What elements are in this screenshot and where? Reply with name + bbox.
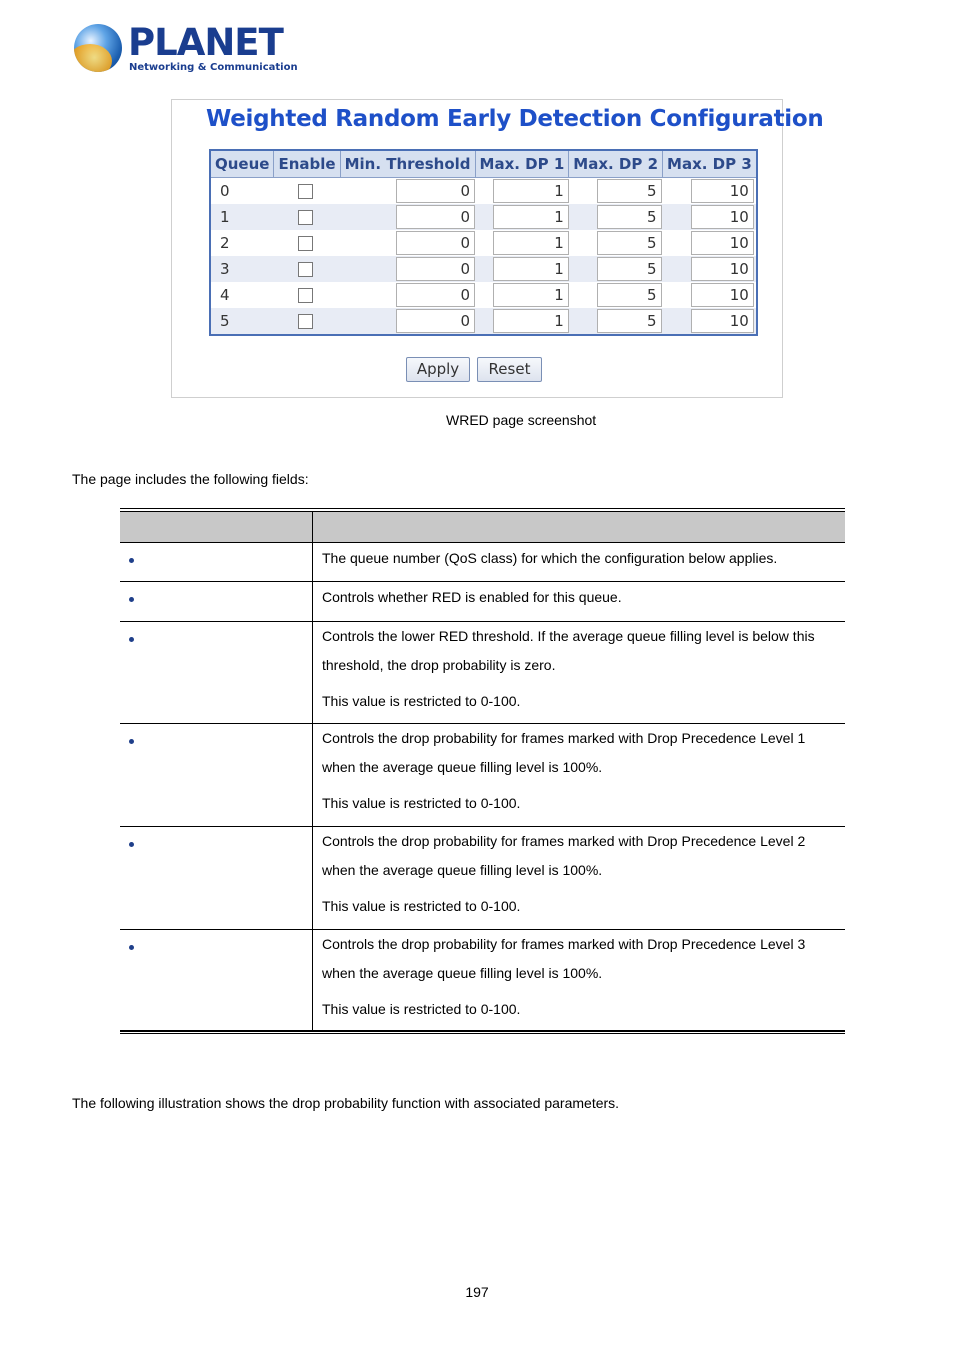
wred-row <box>210 178 757 205</box>
col-header: Queue <box>210 150 274 178</box>
queue-number: 2 <box>220 234 230 252</box>
max-dp1-input[interactable]: 1 <box>493 231 569 255</box>
wred-row <box>210 204 757 230</box>
queue-number: 5 <box>210 308 274 335</box>
page-number: 197 <box>465 1284 489 1300</box>
wred-row <box>210 282 757 308</box>
min-threshold-input[interactable]: 0 <box>396 257 475 281</box>
min-threshold-input[interactable]: 0 <box>396 309 475 333</box>
field-note: This value is restricted to 0-100. <box>322 795 521 811</box>
max-dp1-input[interactable]: 1 <box>493 257 569 281</box>
wred-table <box>209 149 758 336</box>
max-dp2-input[interactable]: 5 <box>597 179 662 203</box>
wred-header-row <box>210 150 757 178</box>
apply-button[interactable]: Apply <box>406 357 470 382</box>
max-dp1-input[interactable]: 1 <box>493 205 569 229</box>
min-threshold-input[interactable]: 0 <box>396 231 475 255</box>
col-header: Max. DP 3 <box>663 150 757 178</box>
field-description: when the average queue filling level is 100%. <box>322 965 603 981</box>
max-dp2-input[interactable]: 5 <box>597 205 662 229</box>
bullet-icon <box>129 597 134 602</box>
field-row <box>120 827 845 930</box>
outro-text: The following illustration shows the drop probability function with associated parameters. <box>72 1095 620 1111</box>
max-dp1-input[interactable]: 1 <box>493 309 569 333</box>
logo-tagline: Networking & Communication <box>129 62 298 73</box>
enable-checkbox[interactable] <box>298 314 313 329</box>
field-description: Controls the drop probability for frames marked with Drop Precedence Level 2 <box>322 833 806 849</box>
wred-screenshot <box>171 99 824 398</box>
max-dp3-input[interactable]: 10 <box>691 231 754 255</box>
queue-number: 4 <box>220 286 230 304</box>
field-note: This value is restricted to 0-100. <box>322 1001 521 1017</box>
planet-logo <box>72 21 298 78</box>
wred-row <box>210 308 757 335</box>
field-note: This value is restricted to 0-100. <box>322 693 521 709</box>
reset-button[interactable]: Reset <box>477 357 542 382</box>
wred-row <box>210 230 757 256</box>
field-description: threshold, the drop probability is zero. <box>322 657 556 673</box>
field-row <box>120 622 845 724</box>
max-dp1-input[interactable]: 1 <box>493 283 569 307</box>
field-row <box>120 930 845 1031</box>
max-dp2-input[interactable]: 5 <box>597 257 662 281</box>
field-description: The queue number (QoS class) for which the configuration below applies. <box>322 550 778 566</box>
wred-title: Weighted Random Early Detection Configuration <box>206 106 824 132</box>
col-header: Min. Threshold <box>340 150 475 178</box>
logo-wordmark: PLANET <box>128 21 283 64</box>
max-dp2-input[interactable]: 5 <box>597 283 662 307</box>
min-threshold-input[interactable]: 0 <box>396 179 475 203</box>
max-dp3-input[interactable]: 10 <box>691 257 754 281</box>
field-description: when the average queue filling level is 100%. <box>322 759 603 775</box>
globe-icon <box>74 24 122 72</box>
enable-checkbox[interactable] <box>298 262 313 277</box>
min-threshold-input[interactable]: 0 <box>396 283 475 307</box>
field-description: Controls the drop probability for frames marked with Drop Precedence Level 1 <box>322 730 806 746</box>
field-row <box>120 724 845 827</box>
wred-row <box>210 256 757 282</box>
enable-checkbox[interactable] <box>298 210 313 225</box>
max-dp3-input[interactable]: 10 <box>691 309 754 333</box>
bullet-icon <box>129 558 134 563</box>
header-cell-description <box>313 512 845 542</box>
field-note: This value is restricted to 0-100. <box>322 898 521 914</box>
max-dp3-input[interactable]: 10 <box>691 205 754 229</box>
max-dp3-input[interactable]: 10 <box>691 179 754 203</box>
max-dp3-input[interactable]: 10 <box>691 283 754 307</box>
col-header: Enable <box>274 150 340 178</box>
field-description: Controls the drop probability for frames marked with Drop Precedence Level 3 <box>322 936 806 952</box>
enable-checkbox[interactable] <box>298 236 313 251</box>
queue-number: 1 <box>210 204 274 230</box>
field-row <box>120 582 845 622</box>
fields-table <box>120 508 845 1034</box>
col-header: Max. DP 1 <box>475 150 569 178</box>
col-header: Max. DP 2 <box>569 150 663 178</box>
bullet-icon <box>129 842 134 847</box>
field-description: when the average queue filling level is 100%. <box>322 862 603 878</box>
field-row <box>120 543 845 582</box>
min-threshold-input[interactable]: 0 <box>396 205 475 229</box>
enable-checkbox[interactable] <box>298 288 313 303</box>
enable-checkbox[interactable] <box>298 184 313 199</box>
max-dp2-input[interactable]: 5 <box>597 309 662 333</box>
bullet-icon <box>129 637 134 642</box>
header-cell-object <box>120 512 313 542</box>
field-description: Controls whether RED is enabled for this queue. <box>322 589 622 605</box>
max-dp2-input[interactable]: 5 <box>597 231 662 255</box>
figure-caption: WRED page screenshot <box>446 412 597 428</box>
bullet-icon <box>129 945 134 950</box>
queue-number: 0 <box>220 182 230 200</box>
field-description: Controls the lower RED threshold. If the average queue filling level is below this <box>322 628 815 644</box>
fields-header-row <box>120 512 845 543</box>
max-dp1-input[interactable]: 1 <box>493 179 569 203</box>
bullet-icon <box>129 739 134 744</box>
queue-number: 3 <box>210 256 274 282</box>
intro-text: The page includes the following fields: <box>72 471 309 487</box>
